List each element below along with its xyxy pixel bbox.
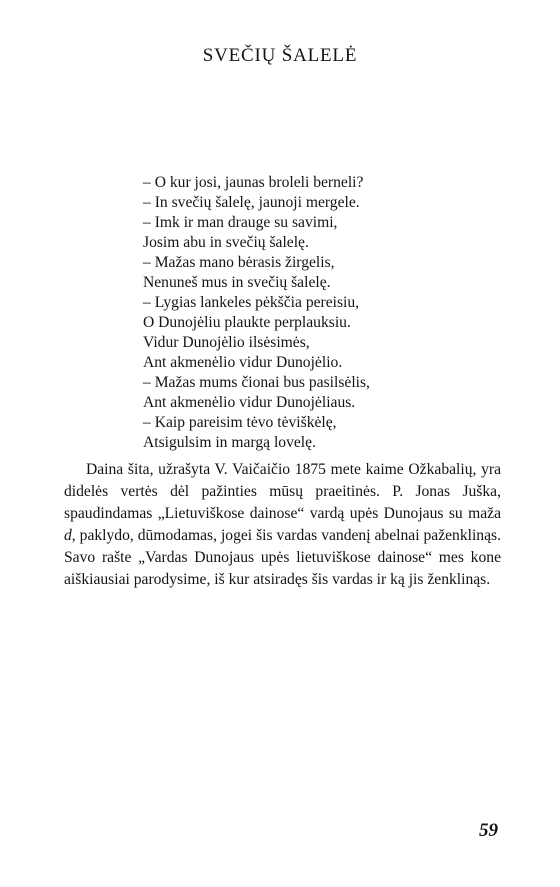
poem-line: Josim abu in svečių šalelę. [143,234,309,251]
prose-emphasis: d [64,527,72,544]
poem-line: – In svečių šalelę, jaunoji mergele. [143,194,360,211]
page-number: 59 [479,820,498,841]
poem-line: – Imk ir man drauge su savimi, [143,214,338,231]
poem-line: Vidur Dunojėlio ilsėsimės, [143,334,310,351]
poem-line: Nenuneš mus in svečių šalelę. [143,274,331,291]
poem-line: – Lygias lankeles pėkščia pereisiu, [143,294,360,311]
poem-line: – Kaip pareisim tėvo tėviškėlę, [143,414,337,431]
prose-text: Daina šita, užrašyta V. Vaičaičio 1875 mete kaime Ožkabalių, yra didelės vertės dėl pažinties mūsų praeitinės. P. Jonas Juška, spaudindamas „Lietuviškose dainose“ vardą upės Dunojaus su maža [64,461,501,522]
prose-paragraph [64,459,501,591]
poem-line: O Dunojėliu plaukte perplauksiu. [143,314,351,331]
page-title: SVEČIŲ ŠALELĖ [202,45,358,66]
poem-line: – Mažas mano bėrasis žirgelis, [143,254,335,271]
poem-line: Ant akmenėlio vidur Dunojėliaus. [143,394,356,411]
poem-line: Ant akmenėlio vidur Dunojėlio. [143,354,343,371]
poem-line: – O kur josi, jaunas broleli berneli? [143,174,364,191]
poem-line: Atsigulsim in margą lovelę. [143,434,316,451]
poem [143,173,443,453]
prose-text: , paklydo, dūmodamas, jogei šis vardas vandenį abelnai paženklinąs. Savo rašte „Vardas Dunojaus upės lietuviškose dainose“ mes kone aiškiausiai parodysime, iš kur atsiradęs šis vardas ir ką jis ženklinąs. [64,527,501,588]
poem-line: – Mažas mums čionai bus pasilsėlis, [143,374,370,391]
